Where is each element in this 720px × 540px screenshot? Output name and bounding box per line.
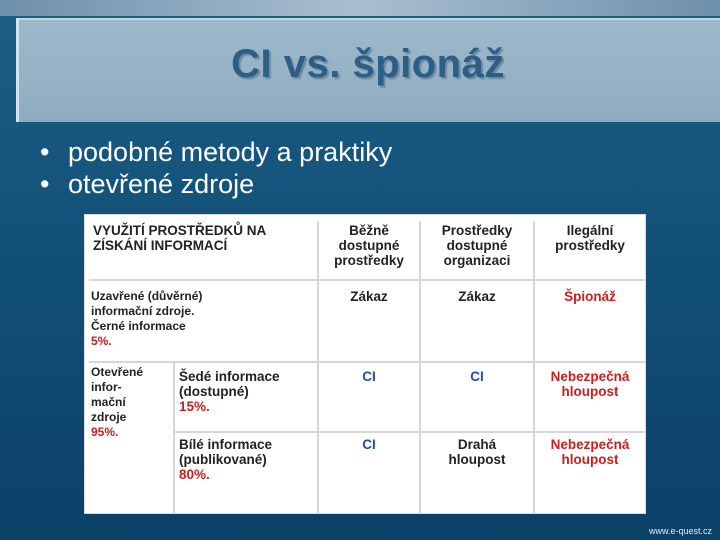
cell-common-white: CI [362, 437, 376, 452]
grid-line [89, 279, 645, 281]
grid-line [533, 221, 535, 513]
grid-line [89, 361, 645, 363]
bullet-glyph: • [40, 169, 50, 199]
header-corner: VYUŽITÍ PROSTŘEDKŮ NA ZÍSKÁNÍ INFORMACÍ [93, 223, 267, 253]
grid-line [173, 363, 175, 513]
cell-common-grey: CI [362, 369, 376, 384]
comparison-table [84, 214, 646, 514]
row-closed-sources-label: Uzavřené (důvěrné) informační zdroje. Černé informace 5%. [91, 289, 203, 348]
row-white-info-label: Bílé informace (publikované) 80%. [179, 437, 273, 482]
top-bar [0, 0, 720, 16]
cell-organization-white: Drahá hloupost [448, 437, 506, 467]
cell-illegal-white: Nebezpečná hloupost [550, 437, 630, 467]
cell-organization-closed: Zákaz [458, 289, 496, 304]
bullet-list [40, 136, 392, 200]
bullet-item [40, 136, 392, 168]
slide-title: CI vs. špionáž [231, 42, 505, 86]
cell-organization-grey: CI [470, 369, 484, 384]
bullet-text: otevřené zdroje [68, 169, 255, 199]
grid-line [173, 431, 645, 433]
group-open-sources-label: Otevřené infor- mační zdroje 95%. [91, 365, 144, 439]
cell-common-closed: Zákaz [350, 289, 388, 304]
header-common-means: Běžně dostupné prostředky [334, 223, 404, 268]
row-grey-info-label: Šedé informace (dostupné) 15%. [179, 369, 280, 414]
footer-url: www.e-quest.cz [648, 526, 712, 536]
bullet-glyph: • [40, 137, 50, 167]
bullet-item [40, 168, 392, 200]
cell-illegal-closed: Špionáž [564, 289, 616, 304]
header-organization-means: Prostředky dostupné organizaci [441, 223, 513, 268]
cell-illegal-grey: Nebezpečná hloupost [550, 369, 630, 399]
header-illegal-means: Ilegální prostředky [555, 223, 625, 253]
bullet-text: podobné metody a praktiky [68, 137, 393, 167]
